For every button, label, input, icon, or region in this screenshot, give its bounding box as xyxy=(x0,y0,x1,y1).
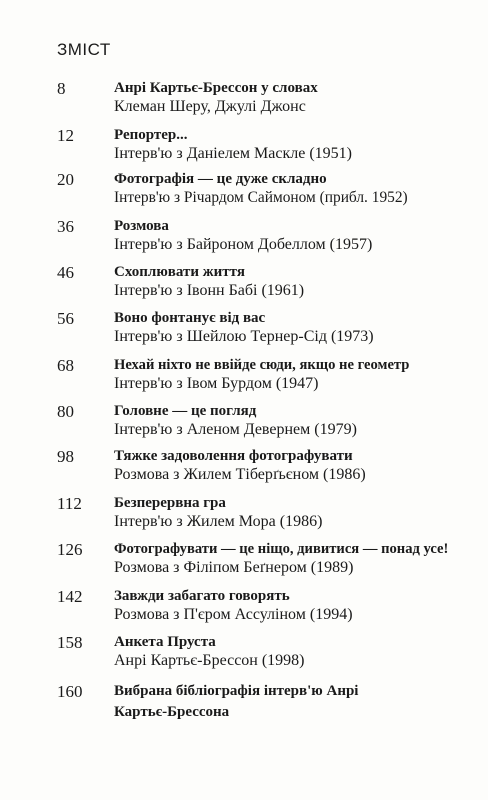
toc-entry-subtitle: Інтерв'ю з Шейлою Тернер-Сід (1973) xyxy=(114,328,374,345)
toc-entry-subtitle: Інтерв'ю з Івом Бурдом (1947) xyxy=(114,375,319,392)
toc-entry-title: Репортер... xyxy=(114,127,188,143)
toc-entry-subtitle: Інтерв'ю з Даніелем Маскле (1951) xyxy=(114,145,352,162)
toc-entry-subtitle: Клеман Шеру, Джулі Джонс xyxy=(114,98,306,115)
toc-entry-subtitle: Розмова з Філіпом Беґнером (1989) xyxy=(114,559,354,576)
toc-entry-title: Схоплювати життя xyxy=(114,264,245,280)
toc-entry-title-continued: Картьє-Брессона xyxy=(114,704,230,720)
toc-entry-title: Тяжке задоволення фотографувати xyxy=(114,448,353,464)
toc-entry-title: Завжди забагато говорять xyxy=(114,588,290,604)
toc-page-number: 8 xyxy=(57,79,66,98)
toc-page-number: 112 xyxy=(57,494,82,513)
toc-entry-subtitle: Інтерв'ю з Жилем Мора (1986) xyxy=(114,513,323,530)
toc-page-number: 68 xyxy=(57,356,74,375)
toc-entry-subtitle: Розмова з П'єром Ассуліном (1994) xyxy=(114,606,353,623)
toc-entry-subtitle: Інтерв'ю з Байроном Добеллом (1957) xyxy=(114,236,373,253)
toc-entry-title: Фотографувати — це ніщо, дивитися — понад усе! xyxy=(114,541,449,557)
toc-page-number: 46 xyxy=(57,263,74,282)
toc-entry-title: Розмова xyxy=(114,218,169,234)
toc-entry-title: Нехай ніхто не ввійде сюди, якщо не геометр xyxy=(114,357,410,373)
toc-entry-subtitle: Анрі Картьє-Брессон (1998) xyxy=(114,652,305,669)
toc-page-number: 158 xyxy=(57,633,83,652)
toc-page-number: 126 xyxy=(57,540,83,559)
toc-entry-subtitle: Інтерв'ю з Івонн Бабі (1961) xyxy=(114,282,305,299)
toc-entry-title: Вибрана бібліографія інтерв'ю Анрі xyxy=(114,683,359,699)
toc-entry-subtitle: Інтерв'ю з Аленом Девернем (1979) xyxy=(114,421,357,438)
toc-page-number: 12 xyxy=(57,126,74,145)
toc-entry-title: Фотографія — це дуже складно xyxy=(114,171,327,187)
toc-page-number: 20 xyxy=(57,170,74,189)
toc-page-number: 98 xyxy=(57,447,74,466)
toc-entry-title: Анрі Картьє-Брессон у словах xyxy=(114,80,318,96)
toc-page-number: 56 xyxy=(57,309,74,328)
toc-entry-title: Воно фонтанує від вас xyxy=(114,310,266,326)
toc-page-number: 160 xyxy=(57,682,83,701)
toc-entry-title: Безперервна гра xyxy=(114,495,226,511)
contents-heading: ЗМІСТ xyxy=(57,40,111,59)
toc-page-number: 80 xyxy=(57,402,74,421)
toc-page-number: 36 xyxy=(57,217,74,236)
toc-page-number: 142 xyxy=(57,587,83,606)
toc-entry-subtitle: Розмова з Жилем Тіберґьєном (1986) xyxy=(114,466,366,483)
toc-entry-title: Головне — це погляд xyxy=(114,403,257,419)
toc-entry-title: Анкета Пруста xyxy=(114,634,216,650)
toc-entry-subtitle: Інтерв'ю з Річардом Саймоном (прибл. 1952) xyxy=(114,189,408,206)
